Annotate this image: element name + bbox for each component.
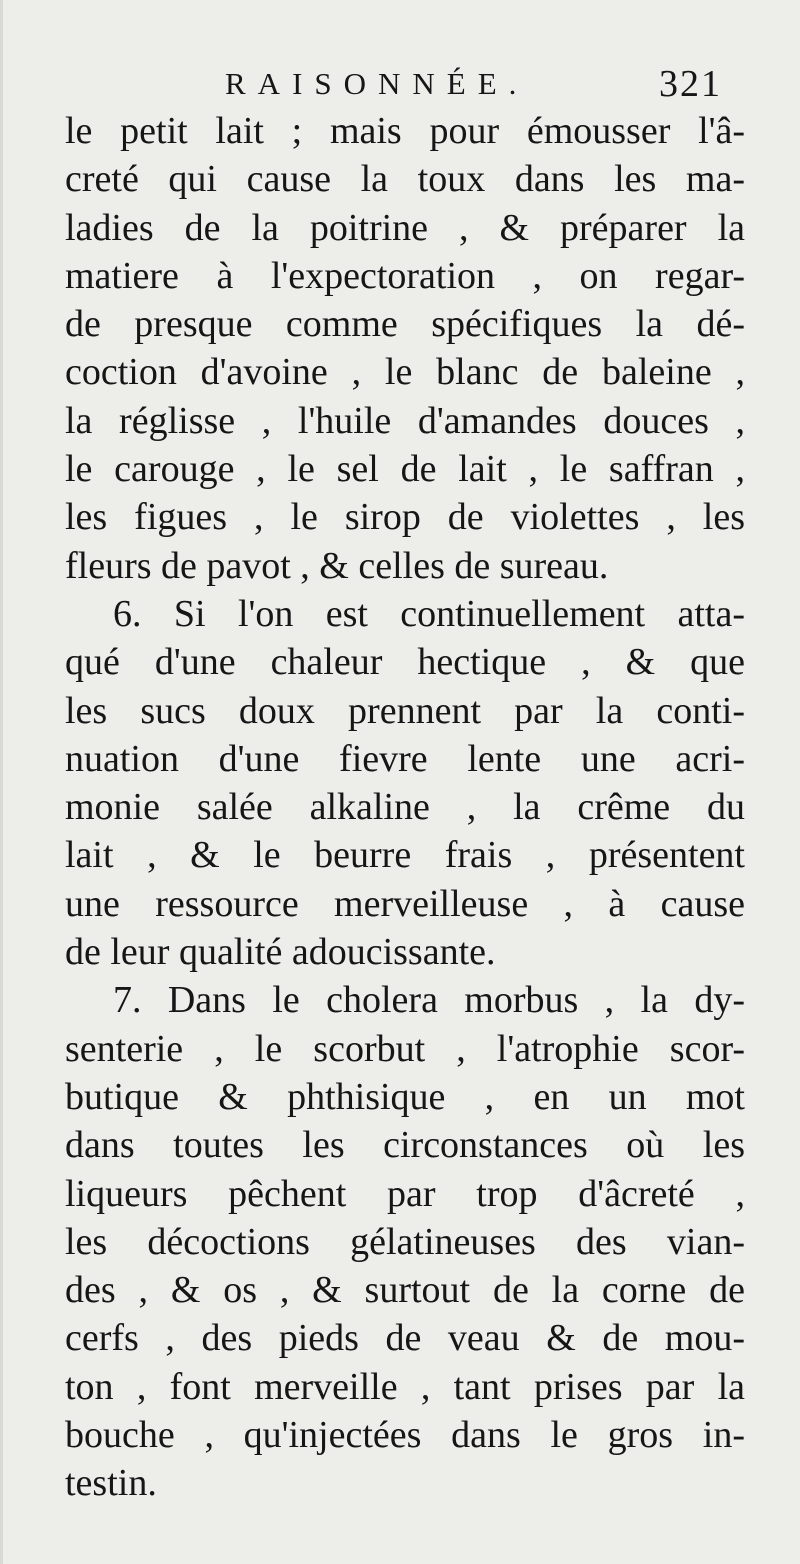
text-line: liqueurs pêchent par trop d'âcreté ,: [65, 1172, 745, 1215]
text-line: bouche , qu'injectées dans le gros in-: [65, 1414, 745, 1457]
text-line: lait , & le beurre frais , présentent: [65, 834, 745, 877]
running-head: RAISONNÉE.: [225, 66, 529, 101]
page-header: [3, 62, 800, 112]
text-line: qué d'une chaleur hectique , & que: [65, 641, 745, 684]
body-text: [65, 107, 745, 1508]
text-line: ton , font merveille , tant prises par la: [65, 1365, 745, 1408]
text-line: butique & phthisique , en un mot: [65, 1075, 745, 1118]
text-line: nuation d'une fievre lente une acri-: [65, 737, 745, 780]
text-line: fleurs de pavot , & celles de sureau.: [65, 544, 609, 587]
text-line: les figues , le sirop de violettes , les: [65, 496, 745, 539]
text-line: coction d'avoine , le blanc de baleine ,: [65, 351, 745, 394]
text-line: les sucs doux prennent par la conti-: [65, 689, 745, 732]
text-line: des , & os , & surtout de la corne de: [65, 1269, 745, 1312]
text-line: ladies de la poitrine , & préparer la: [65, 206, 745, 249]
text-line: creté qui cause la toux dans les ma-: [65, 158, 745, 201]
text-line: senterie , le scorbut , l'atrophie scor-: [65, 1027, 745, 1070]
paragraph-6-start: 6. Si l'on est continuellement atta-: [113, 592, 745, 635]
text-line: le petit lait ; mais pour émousser l'â-: [65, 110, 745, 152]
text-line: monie salée alkaline , la crême du: [65, 786, 745, 829]
text-line: les décoctions gélatineuses des vian-: [65, 1220, 745, 1263]
text-line: la réglisse , l'huile d'amandes douces ,: [65, 399, 745, 442]
text-line: une ressource merveilleuse , à cause: [65, 882, 745, 925]
text-line: cerfs , des pieds de veau & de mou-: [65, 1317, 745, 1360]
text-line: de presque comme spécifiques la dé-: [65, 303, 745, 346]
page-number: 321: [659, 63, 722, 105]
text-line: testin.: [65, 1462, 157, 1505]
text-line: matiere à l'expectoration , on regar-: [65, 254, 745, 297]
text-line: dans toutes les circonstances où les: [65, 1124, 745, 1167]
paragraph-7-start: 7. Dans le cholera morbus , la dy-: [113, 979, 745, 1022]
text-line: de leur qualité adoucissante.: [65, 931, 496, 974]
text-line: le carouge , le sel de lait , le saffran ,: [65, 448, 745, 491]
